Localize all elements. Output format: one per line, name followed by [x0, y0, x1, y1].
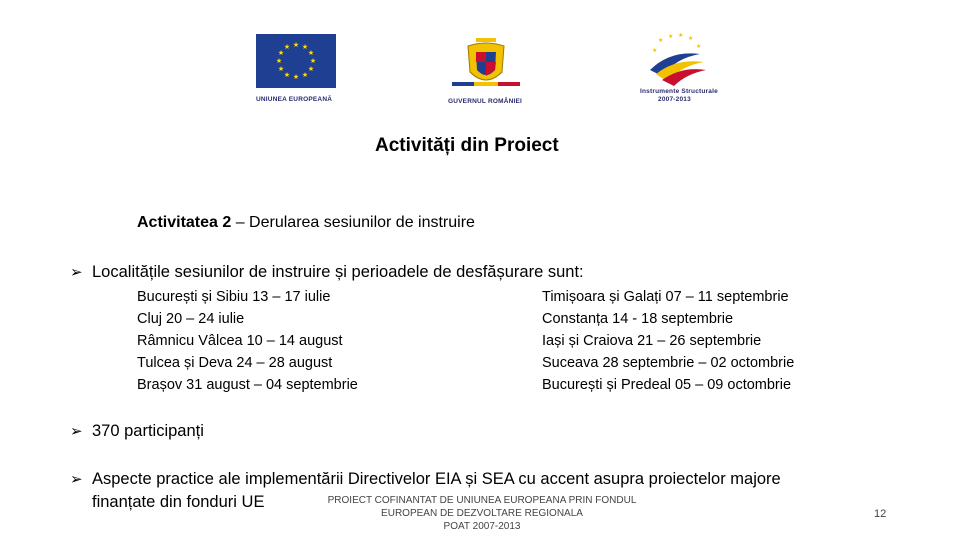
- svg-text:★: ★: [283, 43, 291, 51]
- activity-description: – Derularea sesiunilor de instruire: [231, 214, 475, 231]
- list-item: Suceava 28 septembrie – 02 octombrie: [542, 355, 795, 371]
- svg-text:★: ★: [275, 57, 283, 65]
- footer-line-1: PROIECT COFINANTAT DE UNIUNEA EUROPEANA PRIN FONDUL: [327, 495, 637, 506]
- list-item: Brașov 31 august – 04 septembrie: [137, 377, 358, 393]
- gov-caption: GUVERNUL ROMÂNIEI: [448, 98, 523, 105]
- eu-flag-icon: [256, 34, 336, 88]
- locations-left-column: [137, 286, 358, 396]
- list-item: București și Predeal 05 – 09 octombrie: [542, 377, 792, 393]
- bullet-locations-text: Localitățile sesiunilor de instruire și perioadele de desfășurare sunt:: [92, 263, 584, 281]
- list-item: Râmnicu Vâlcea 10 – 14 august: [137, 333, 343, 349]
- bullet-practical-aspects-line2: finanțate din fonduri UE: [92, 493, 265, 511]
- svg-text:★: ★: [283, 71, 291, 79]
- arrow-bullet-icon: ➢: [70, 264, 83, 281]
- list-item: Tulcea și Deva 24 – 28 august: [137, 355, 333, 371]
- is-caption-2: 2007-2013: [658, 96, 691, 103]
- svg-text:★: ★: [277, 49, 285, 57]
- svg-text:★: ★: [688, 35, 694, 42]
- slide-title: Activități din Proiect: [375, 135, 559, 156]
- svg-text:★: ★: [678, 32, 684, 39]
- coat-of-arms-icon: [446, 32, 526, 94]
- svg-text:★: ★: [277, 65, 285, 73]
- list-item: Cluj 20 – 24 iulie: [137, 311, 245, 327]
- is-caption-1: Instrumente Structurale: [640, 88, 718, 95]
- svg-text:★: ★: [658, 37, 664, 44]
- activity-subtitle: [137, 214, 475, 232]
- svg-text:★: ★: [309, 57, 317, 65]
- activity-number: Activitatea 2: [137, 214, 232, 231]
- bullet-participants: [70, 422, 204, 441]
- bullet-participants-text: 370 participanți: [92, 422, 204, 440]
- bullet-practical-aspects-line1: Aspecte practice ale implementării Directivelor EIA și SEA cu accent asupra proiectelor majore: [92, 470, 781, 488]
- page-number: 12: [874, 508, 887, 520]
- svg-text:★: ★: [307, 49, 315, 57]
- arrow-bullet-icon: ➢: [70, 423, 83, 440]
- structural-instruments-icon: [640, 30, 712, 88]
- svg-text:★: ★: [307, 65, 315, 73]
- svg-text:★: ★: [292, 41, 300, 49]
- eu-caption: UNIUNEA EUROPEANĂ: [256, 96, 333, 103]
- structural-instruments-logo: [640, 30, 718, 108]
- svg-text:★: ★: [696, 43, 702, 50]
- svg-text:★: ★: [301, 71, 309, 79]
- list-item: Timișoara și Galați 07 – 11 septembrie: [542, 289, 789, 305]
- bullet-practical-aspects: [70, 470, 781, 489]
- svg-text:★: ★: [301, 43, 309, 51]
- list-item: Iași și Craiova 21 – 26 septembrie: [542, 333, 762, 349]
- footer-line-2: EUROPEAN DE DEZVOLTARE REGIONALA: [381, 508, 583, 519]
- eu-logo: [256, 34, 336, 106]
- locations-right-column: [542, 286, 794, 396]
- svg-text:★: ★: [652, 47, 658, 54]
- list-item: Constanța 14 - 18 septembrie: [542, 311, 734, 327]
- gov-logo: [446, 32, 526, 108]
- footer-funding-note: [322, 494, 642, 533]
- svg-text:★: ★: [292, 73, 300, 81]
- arrow-bullet-icon: ➢: [70, 471, 83, 488]
- bullet-locations: [70, 263, 584, 282]
- footer-line-3: POAT 2007-2013: [443, 521, 521, 532]
- svg-text:★: ★: [668, 33, 674, 40]
- list-item: București și Sibiu 13 – 17 iulie: [137, 289, 331, 305]
